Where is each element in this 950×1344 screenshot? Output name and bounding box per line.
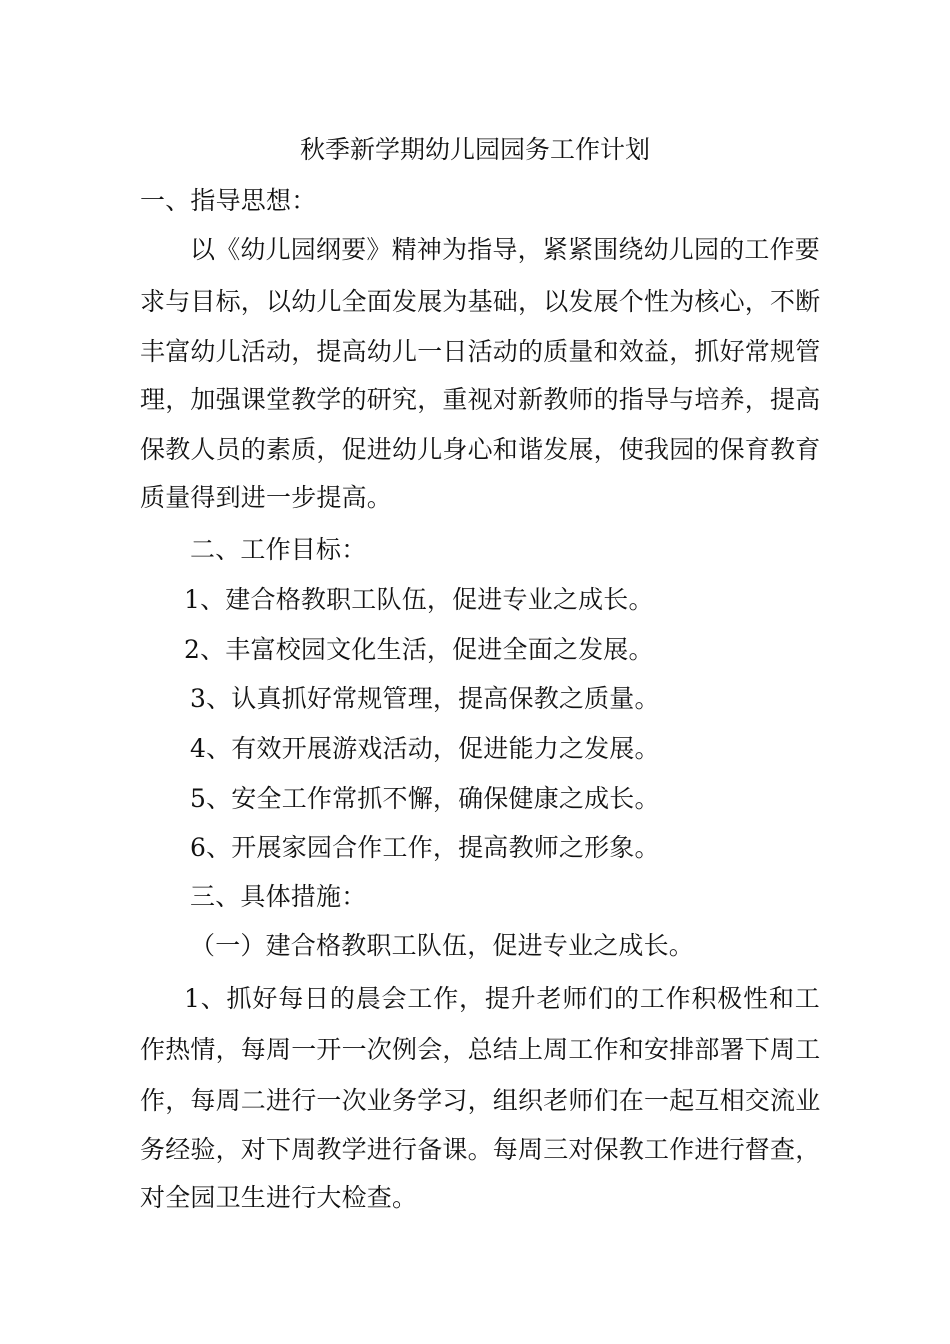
subsection-heading: （一）建合格教职工队伍，促进专业之成长。 [190, 931, 695, 960]
paragraph-line: 理，加强课堂教学的研究，重视对新教师的指导与培养，提高 [140, 385, 821, 414]
goal-item: 1、建合格教职工队伍，促进专业之成长。 [184, 585, 654, 614]
paragraph-line: 务经验，对下周教学进行备课。每周三对保教工作进行督查， [140, 1135, 821, 1164]
paragraph-line: 求与目标，以幼儿全面发展为基础，以发展个性为核心，不断 [140, 287, 821, 316]
paragraph-line: 质量得到进一步提高。 [140, 483, 393, 512]
section-heading-goals: 二、工作目标： [190, 535, 367, 564]
goal-item: 2、丰富校园文化生活，促进全面之发展。 [184, 635, 654, 664]
goal-item: 6、开展家园合作工作，提高教师之形象。 [190, 833, 660, 862]
paragraph-line: 保教人员的素质，促进幼儿身心和谐发展，使我园的保育教育 [140, 435, 821, 464]
paragraph-line: 对全园卫生进行大检查。 [140, 1183, 418, 1212]
paragraph-line: 丰富幼儿活动，提高幼儿一日活动的质量和效益，抓好常规管 [140, 337, 821, 366]
document-title: 秋季新学期幼儿园园务工作计划 [299, 135, 650, 164]
paragraph-line: 1、抓好每日的晨会工作，提升老师们的工作积极性和工 [184, 984, 820, 1013]
goal-item: 4、有效开展游戏活动，促进能力之发展。 [190, 734, 660, 763]
section-heading-measures: 三、具体措施： [190, 882, 367, 911]
goal-item: 5、安全工作常抓不懈，确保健康之成长。 [190, 784, 660, 813]
goal-item: 3、认真抓好常规管理，提高保教之质量。 [190, 684, 660, 713]
paragraph-line: 作热情，每周一开一次例会，总结上周工作和安排部署下周工 [140, 1035, 821, 1064]
paragraph-line: 作，每周二进行一次业务学习，组织老师们在一起互相交流业 [140, 1086, 821, 1115]
section-heading-guiding-thought: 一、指导思想： [140, 186, 317, 215]
paragraph-line: 以《幼儿园纲要》精神为指导，紧紧围绕幼儿园的工作要 [190, 235, 821, 264]
